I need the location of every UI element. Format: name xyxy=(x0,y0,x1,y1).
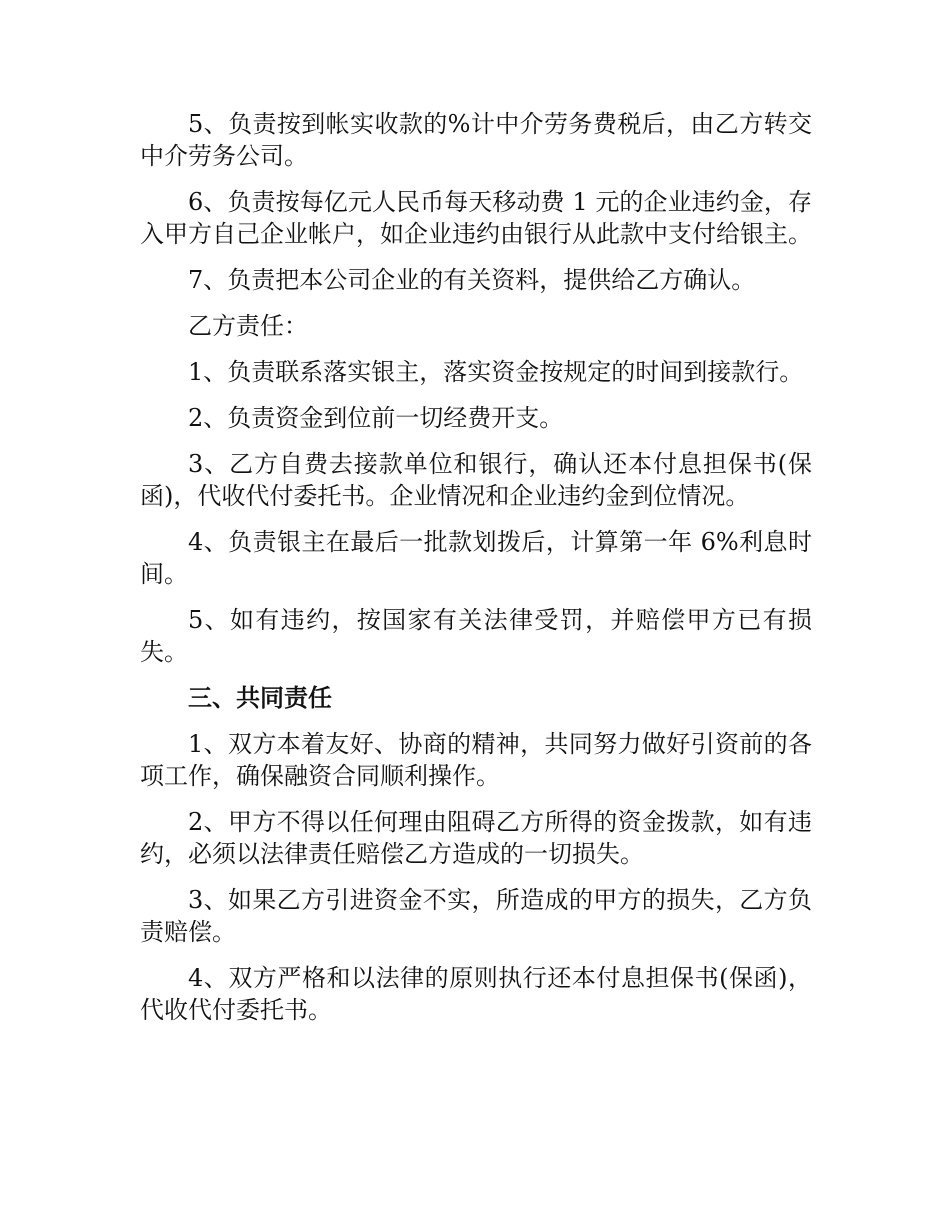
paragraph-b-3: 3、乙方自费去接款单位和银行，确认还本付息担保书(保函)，代收代付委托书。企业情况和企业违约金到位情况。 xyxy=(140,450,812,510)
party-b-responsibility-label: 乙方责任： xyxy=(188,312,308,340)
paragraph-joint-2: 2、甲方不得以任何理由阻碍乙方所得的资金拨款，如有违约，必须以法律责任赔偿乙方造成的一切损失。 xyxy=(140,808,812,868)
document-page xyxy=(140,108,812,1040)
paragraph-joint-3: 3、如果乙方引进资金不实，所造成的甲方的损失，乙方负责赔偿。 xyxy=(140,886,812,946)
paragraph-b-5: 5、如有违约，按国家有关法律受罚，并赔偿甲方已有损失。 xyxy=(140,606,812,666)
paragraph-b-1: 1、负责联系落实银主，落实资金按规定的时间到接款行。 xyxy=(188,358,804,386)
paragraph-joint-1: 1、双方本着友好、协商的精神，共同努力做好引资前的各项工作，确保融资合同顺利操作。 xyxy=(140,730,812,790)
section-heading-joint-responsibility: 三、共同责任 xyxy=(188,684,332,712)
paragraph-b-2: 2、负责资金到位前一切经费开支。 xyxy=(188,404,564,432)
paragraph-a-5: 5、负责按到帐实收款的%计中介劳务费税后，由乙方转交中介劳务公司。 xyxy=(140,110,812,170)
paragraph-joint-4: 4、双方严格和以法律的原则执行还本付息担保书(保函)，代收代付委托书。 xyxy=(140,964,812,1024)
paragraph-a-7: 7、负责把本公司企业的有关资料，提供给乙方确认。 xyxy=(188,266,756,294)
paragraph-b-4: 4、负责银主在最后一批款划拨后，计算第一年 6%利息时间。 xyxy=(140,528,812,588)
paragraph-a-6: 6、负责按每亿元人民币每天移动费 1 元的企业违约金，存入甲方自己企业帐户，如企业违约由银行从此款中支付给银主。 xyxy=(140,188,812,248)
